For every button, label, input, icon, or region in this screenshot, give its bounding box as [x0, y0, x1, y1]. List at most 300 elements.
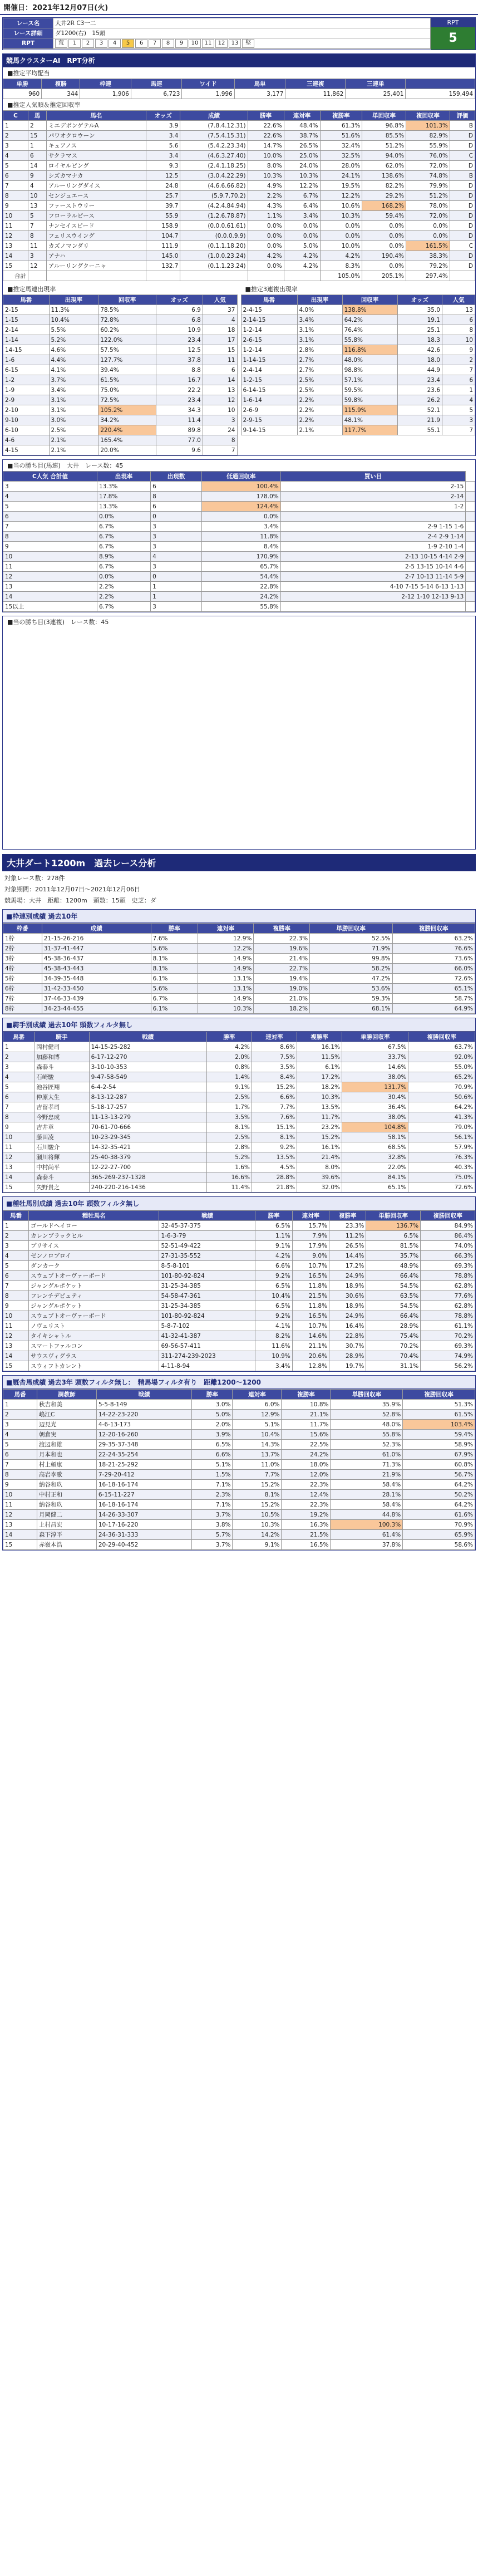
jockey-header: 複勝回収率	[408, 1032, 475, 1042]
sanfuku-cell: 4.0%	[297, 305, 342, 315]
jockey-cell: 3-10-10-353	[89, 1062, 206, 1072]
sanfuku-cell: 64.2%	[342, 315, 397, 325]
umaren-cell: 1-14	[3, 335, 50, 345]
daily-cell: 2-7 10-13 11-14 5-9	[280, 572, 466, 582]
pop-cell: 3.4	[146, 151, 180, 161]
daily-cell: 13	[3, 582, 97, 592]
pop-cell: 1	[28, 141, 47, 151]
pop-cell: 111.9	[146, 241, 180, 251]
sire-cell: 48.9%	[366, 1261, 421, 1271]
pop-cell: D	[450, 231, 475, 241]
trainer-cell: 22.3%	[282, 1480, 331, 1490]
pop-cell: D	[450, 211, 475, 221]
sanfuku-row	[241, 425, 475, 435]
waku-cell: 45-38-43-443	[42, 964, 151, 974]
jockey-cell: 79.0%	[408, 1122, 475, 1132]
sire-cell: 9	[3, 1301, 29, 1311]
daily-cell: 8.9%	[97, 552, 150, 562]
trainer-cell: 高岩李歌	[37, 1470, 97, 1480]
daily-cell: 4	[3, 492, 97, 502]
avg-pay-label	[406, 79, 475, 89]
pop-cell: 15	[3, 261, 28, 271]
sire-cell: 26.5%	[329, 1241, 366, 1251]
umaren-row	[3, 325, 238, 335]
umaren-row	[3, 375, 238, 385]
pop-cell: 12.2%	[320, 191, 362, 201]
trainer-cell: 24.2%	[282, 1450, 331, 1460]
trainer-cell: 2.0%	[192, 1420, 233, 1430]
sire-cell: 7	[3, 1281, 29, 1291]
jockey-cell: 14.6%	[342, 1062, 408, 1072]
sire-cell: 30.7%	[329, 1341, 366, 1351]
trainer-row	[3, 1420, 475, 1430]
daily-cell: 2-4 2-9 1-14	[280, 532, 466, 542]
pop-cell: 24.0%	[284, 161, 320, 171]
trainer-cell: 56.7%	[403, 1470, 475, 1480]
sanfuku-cell: 76.4%	[342, 325, 397, 335]
sire-cell: 28.9%	[366, 1321, 421, 1331]
daily-header: 買い目	[280, 472, 466, 482]
pop-header: 複回収率	[406, 111, 450, 121]
sire-cell: スウィフトカレント	[29, 1361, 159, 1371]
umaren-cell: 24	[203, 425, 237, 435]
daily-cell	[466, 572, 475, 582]
umaren-cell: 2-14	[3, 325, 50, 335]
umaren-cell: 2-9	[3, 395, 50, 405]
pop-cell: 39.7	[146, 201, 180, 211]
jockey-cell: 18.2%	[297, 1082, 342, 1092]
jockey-cell: 6.6%	[252, 1092, 297, 1102]
trainer-cell: 15	[3, 1540, 37, 1550]
trainer-row	[3, 1410, 475, 1420]
jockey-row	[3, 1052, 475, 1062]
trainer-cell: 月本和也	[37, 1450, 97, 1460]
umaren-cell: 2.1%	[49, 435, 98, 445]
umaren-row	[3, 365, 238, 375]
pop-cell: 12.2%	[284, 181, 320, 191]
jockey-cell: 6	[3, 1092, 35, 1102]
pop-row	[3, 261, 475, 271]
jockey-cell: 15.2%	[252, 1082, 297, 1092]
pop-cell: 25.0%	[284, 151, 320, 161]
jockey-row	[3, 1072, 475, 1082]
jockey-cell: 3.5%	[206, 1112, 252, 1122]
sire-cell: サウスヴィグラス	[29, 1351, 159, 1361]
jockey-cell: 9.1%	[206, 1082, 252, 1092]
jockey-cell: 矢野貴之	[35, 1182, 89, 1193]
trainer-cell: 37.8%	[331, 1540, 403, 1550]
pop-cell: 1	[3, 121, 28, 131]
rpt-head: RPT	[431, 18, 475, 27]
sanfuku-cell: 6-14-15	[241, 385, 297, 395]
pop-cell: 0.0%	[406, 221, 450, 231]
trainer-cell: 16-18-16-174	[96, 1500, 191, 1510]
avg-pay-value: 159,494	[406, 89, 475, 99]
popularity-table	[3, 110, 475, 281]
umaren-cell: 11	[203, 355, 237, 365]
jockey-cell: 石川駿介	[35, 1142, 89, 1152]
pop-cell: 55.9	[146, 211, 180, 221]
waku-cell: 45-38-36-437	[42, 954, 151, 964]
pop-cell: パワオクロウーン	[46, 131, 146, 141]
sire-cell: 70.2%	[421, 1331, 475, 1341]
pop-total-cell: 105.0%	[320, 271, 362, 281]
pop-cell: 0.0%	[284, 231, 320, 241]
sire-cell: 4.1%	[255, 1321, 292, 1331]
jockey-cell: 65.1%	[342, 1182, 408, 1193]
daily-cell	[466, 562, 475, 572]
jockey-cell: 55.0%	[408, 1062, 475, 1072]
sire-cell: 5-8-7-102	[159, 1321, 255, 1331]
daily-cell: 13.3%	[97, 502, 150, 512]
sire-cell: 10.4%	[255, 1291, 292, 1301]
trainer-cell: 中村正和	[37, 1490, 97, 1500]
umaren-cell: 8	[203, 435, 237, 445]
daily-cell: 7	[3, 522, 97, 532]
trainer-cell: 6.0%	[233, 1400, 282, 1410]
sire-cell: 16.4%	[329, 1321, 366, 1331]
sire-cell: 4-11-8-94	[159, 1361, 255, 1371]
umaren-cell: 7	[203, 445, 237, 455]
daily2-section	[2, 616, 476, 850]
umaren-row	[3, 445, 238, 455]
umaren-cell: 3.1%	[49, 395, 98, 405]
pop-cell: 138.6%	[362, 171, 406, 181]
daily-cell: 6.7%	[97, 522, 150, 532]
trainer-row	[3, 1430, 475, 1440]
pop-cell: 104.7	[146, 231, 180, 241]
pop-cell: 12.5	[146, 171, 180, 181]
trainer-cell: 61.6%	[403, 1510, 475, 1520]
trainer-cell: 58.6%	[403, 1540, 475, 1550]
sire-cell: 70.4%	[366, 1351, 421, 1361]
sanfuku-row	[241, 365, 475, 375]
jockey-cell: 56.1%	[408, 1132, 475, 1142]
jockey-cell: 65.2%	[408, 1072, 475, 1082]
sire-cell: 31-25-34-385	[159, 1281, 255, 1291]
daily-cell	[466, 602, 475, 612]
sire-cell: 10.9%	[255, 1351, 292, 1361]
umaren-header: 出現率	[49, 295, 98, 305]
sanfuku-cell: 98.8%	[342, 365, 397, 375]
jockey-row	[3, 1182, 475, 1193]
waku-cell: 63.2%	[392, 934, 475, 944]
umaren-cell: 1-9	[3, 385, 50, 395]
sanfuku-cell: 2-6-15	[241, 335, 297, 345]
jockey-cell: 吉留孝司	[35, 1102, 89, 1112]
daily2-title: ■当の勝ち目(3連複) レース数：45	[7, 619, 109, 626]
daily-cell	[466, 542, 475, 552]
rpt-scale-step: 2	[82, 39, 94, 48]
trainer-header: 馬番	[3, 1390, 37, 1400]
waku-cell: 34-39-35-448	[42, 974, 151, 984]
umaren-row	[3, 405, 238, 415]
pop-cell: ミエデボンゲテルA	[46, 121, 146, 131]
jockey-row	[3, 1062, 475, 1072]
trainer-cell: 12.0%	[282, 1470, 331, 1480]
jockey-cell: 5-18-17-257	[89, 1102, 206, 1112]
sanfuku-cell: 23.4	[397, 375, 442, 385]
trainer-cell: 10	[3, 1490, 37, 1500]
sire-cell: フレンチデピュティ	[29, 1291, 159, 1301]
daily-cell: 15以上	[3, 602, 97, 612]
waku-cell: 14.9%	[198, 964, 254, 974]
waku-cell: 66.0%	[392, 964, 475, 974]
daily-cell: 8.4%	[201, 542, 280, 552]
trainer-table	[3, 1389, 475, 1550]
waku-cell: 73.6%	[392, 954, 475, 964]
jockey-cell: 16.6%	[206, 1172, 252, 1182]
pop-cell: D	[450, 261, 475, 271]
jockey-cell: 12-22-27-700	[89, 1162, 206, 1172]
trainer-header: 調教師	[37, 1390, 97, 1400]
jockey-cell: 84.1%	[342, 1172, 408, 1182]
jockey-row	[3, 1152, 475, 1162]
pop-header: C	[3, 111, 28, 121]
sire-row	[3, 1271, 475, 1281]
sanfuku-cell: 2	[442, 355, 475, 365]
sire-cell: 75.4%	[366, 1331, 421, 1341]
trainer-row	[3, 1440, 475, 1450]
jockey-header: 複勝率	[297, 1032, 342, 1042]
pop-cell: 3.4%	[284, 211, 320, 221]
pop-cell: 0.0%	[320, 221, 362, 231]
waku-section	[2, 909, 476, 1014]
pop-cell: 9	[3, 201, 28, 211]
rpt-scale-step: 6	[135, 39, 147, 48]
umaren-row	[3, 355, 238, 365]
umaren-cell: 61.5%	[98, 375, 156, 385]
daily-cell: 4-10 7-15 5-14 6-13 1-13	[280, 582, 466, 592]
avg-pay-table	[3, 78, 475, 99]
trainer-cell: 21.9%	[331, 1470, 403, 1480]
daily-row	[3, 542, 475, 552]
sire-cell: 101-80-92-824	[159, 1311, 255, 1321]
venue-meta-line: 競馬場：大井 距離：1200m 頭数：15頭 史芝：ダ	[4, 897, 156, 904]
pop-cell: アナハ	[46, 251, 146, 261]
trainer-cell: 朝倉実	[37, 1430, 97, 1440]
sire-header: 単勝回収率	[366, 1211, 421, 1221]
pop-cell: 38.3%	[406, 251, 450, 261]
jockey-cell: 2.5%	[206, 1132, 252, 1142]
trainer-cell: 64.2%	[403, 1480, 475, 1490]
jockey-cell: 16.1%	[297, 1042, 342, 1052]
trainer-row	[3, 1520, 475, 1530]
jockey-cell: 365-269-237-1328	[89, 1172, 206, 1182]
pop-cell: 0.0%	[362, 261, 406, 271]
rpt-scale-step: 12	[215, 39, 228, 48]
pop-cell: 4.2%	[320, 251, 362, 261]
rpt-scale-step: 3	[95, 39, 107, 48]
sire-cell: 1	[3, 1221, 29, 1231]
trainer-cell: 12.9%	[233, 1410, 282, 1420]
umaren-cell: 34.2%	[98, 415, 156, 425]
sire-cell: 9.0%	[292, 1251, 329, 1261]
trainer-cell: 10.5%	[233, 1510, 282, 1520]
jockey-cell: 40.3%	[408, 1162, 475, 1172]
trainer-cell: 21.5%	[282, 1530, 331, 1540]
sanfuku-cell: 3.1%	[297, 335, 342, 345]
daily-title: ■当の勝ち目(馬連) 大井 レース数：45	[7, 462, 124, 469]
sire-header: 複勝回収率	[421, 1211, 475, 1221]
trainer-cell: 15.2%	[233, 1500, 282, 1510]
umaren-cell: 6-10	[3, 425, 50, 435]
sanfuku-header: 回収率	[342, 295, 397, 305]
daily-row	[3, 552, 475, 562]
pop-cell: 72.0%	[406, 161, 450, 171]
daily-row	[3, 512, 475, 522]
waku-cell: 7.6%	[151, 934, 198, 944]
race-detail-label: レース詳細	[3, 28, 53, 38]
pop-row	[3, 131, 475, 141]
sanfuku-cell: 115.9%	[342, 405, 397, 415]
daily-cell	[466, 512, 475, 522]
waku-cell: 19.0%	[254, 984, 310, 994]
sire-cell: ダンカーク	[29, 1261, 159, 1271]
daily-cell: 5	[3, 502, 97, 512]
pop-row	[3, 221, 475, 231]
umaren-row	[3, 425, 238, 435]
sanfuku-cell: 26.2	[397, 395, 442, 405]
waku-header: 単勝回収率	[310, 924, 392, 934]
sire-cell: 1.1%	[255, 1231, 292, 1241]
daily-cell: 0.0%	[97, 512, 150, 522]
jockey-cell: 13.5%	[252, 1152, 297, 1162]
umaren-cell: 4-6	[3, 435, 50, 445]
pop-header: 勝率	[248, 111, 284, 121]
waku-cell: 71.9%	[310, 944, 392, 954]
sire-title: ■種牡馬別成績 過去10年 頭数フィルタ無し	[3, 1197, 475, 1210]
sanfuku-cell: 2-9-15	[241, 415, 297, 425]
jockey-section	[2, 1018, 476, 1193]
sanfuku-cell: 18.0	[397, 355, 442, 365]
trainer-cell: 16.5%	[282, 1540, 331, 1550]
sanfuku-row	[241, 415, 475, 425]
trainer-cell: 55.8%	[331, 1430, 403, 1440]
jockey-cell: 25-40-38-379	[89, 1152, 206, 1162]
waku-row	[3, 974, 475, 984]
pop-cell: 1.1%	[248, 211, 284, 221]
waku-title: ■枠連別成績 過去10年	[3, 910, 475, 923]
daily-cell: 65.7%	[201, 562, 280, 572]
sire-header: 複勝率	[329, 1211, 366, 1221]
waku-cell: 21.0%	[254, 994, 310, 1004]
sanfuku-cell: 1-6-14	[241, 395, 297, 405]
umaren-cell: 8.8	[156, 365, 203, 375]
trainer-cell: 71.3%	[331, 1460, 403, 1470]
pop-cell: 78.0%	[406, 201, 450, 211]
sanfuku-cell: 59.5%	[342, 385, 397, 395]
trainer-row	[3, 1450, 475, 1460]
trainer-cell: 6.6%	[192, 1450, 233, 1460]
pop-cell: フローラルピース	[46, 211, 146, 221]
pop-cell: 101.3%	[406, 121, 450, 131]
pop-cell: アルーリングクーニャ	[46, 261, 146, 271]
sanfuku-cell: 2-14-15	[241, 315, 297, 325]
umaren-header: 人気	[203, 295, 237, 305]
trainer-header: 単勝回収率	[331, 1390, 403, 1400]
waku-cell: 6.1%	[151, 974, 198, 984]
pop-cell: D	[450, 141, 475, 151]
sire-cell: 74.9%	[421, 1351, 475, 1361]
sanfuku-row	[241, 315, 475, 325]
sire-cell: プリサイス	[29, 1241, 159, 1251]
trainer-cell: 村上頼康	[37, 1460, 97, 1470]
sire-cell: 74.0%	[421, 1241, 475, 1251]
jockey-cell: 5.2%	[206, 1152, 252, 1162]
daily-cell: 3.4%	[201, 522, 280, 532]
waku-cell: 22.7%	[254, 964, 310, 974]
trainer-cell: 29-35-37-348	[96, 1440, 191, 1450]
trainer-cell: 納谷和玖	[37, 1480, 97, 1490]
daily-row	[3, 502, 475, 512]
umaren-row	[3, 345, 238, 355]
avg-pay-label: 枠連	[80, 79, 131, 89]
sire-cell: 2	[3, 1231, 29, 1241]
sanfuku-row	[241, 375, 475, 385]
pop-cell: (4.6.6.66.82)	[180, 181, 248, 191]
rpt-scale-step: 7	[149, 39, 161, 48]
jockey-cell: 11.5%	[297, 1052, 342, 1062]
trainer-cell: 8.1%	[233, 1490, 282, 1500]
rpt-scale-step: 11	[202, 39, 214, 48]
umaren-cell: 57.5%	[98, 345, 156, 355]
sanfuku-cell: 13	[442, 305, 475, 315]
pop-cell: 13	[3, 241, 28, 251]
sire-row	[3, 1351, 475, 1361]
umaren-cell: 3.4%	[49, 385, 98, 395]
daily-cell: 0	[151, 572, 202, 582]
umaren-row	[3, 435, 238, 445]
umaren-cell: 34.3	[156, 405, 203, 415]
trainer-cell: 52.8%	[331, 1410, 403, 1420]
pop-cell: 8	[3, 191, 28, 201]
sire-cell: 32-45-37-375	[159, 1221, 255, 1231]
jockey-cell: 38.0%	[342, 1072, 408, 1082]
trainer-header: 勝率	[192, 1390, 233, 1400]
pop-cell: D	[450, 131, 475, 141]
umaren-cell: 22.2	[156, 385, 203, 395]
umaren-cell: 4.4%	[49, 355, 98, 365]
jockey-cell: 1	[3, 1042, 35, 1052]
jockey-title: ■騎手別成績 過去10年 頭数フィルタ無し	[3, 1018, 475, 1032]
sire-header: 馬番	[3, 1211, 29, 1221]
pop-cell: アルーリングダイス	[46, 181, 146, 191]
trainer-cell: 9.1%	[233, 1540, 282, 1550]
sire-cell: 66.4%	[366, 1271, 421, 1281]
jockey-row	[3, 1142, 475, 1152]
waku-row	[3, 934, 475, 944]
trainer-cell: 70.9%	[403, 1520, 475, 1530]
umaren-title: ■推定馬連出現率	[7, 286, 56, 293]
pop-cell: 51.2%	[406, 191, 450, 201]
waku-cell: 6.1%	[151, 1004, 198, 1014]
avg-pay-label: 単勝	[3, 79, 42, 89]
umaren-cell: 9-10	[3, 415, 50, 425]
pop-cell: 0.0%	[248, 221, 284, 231]
pop-row	[3, 151, 475, 161]
trainer-cell: 7	[3, 1460, 37, 1470]
sire-cell: 14.6%	[292, 1331, 329, 1341]
waku-header: 成績	[42, 924, 151, 934]
sire-cell: ゼンノロブロイ	[29, 1251, 159, 1261]
pop-cell: 5	[3, 161, 28, 171]
sanfuku-cell: 6	[442, 315, 475, 325]
jockey-row	[3, 1112, 475, 1122]
sanfuku-row	[241, 305, 475, 315]
trainer-cell: 21.1%	[282, 1410, 331, 1420]
jockey-cell: 6.1%	[297, 1062, 342, 1072]
